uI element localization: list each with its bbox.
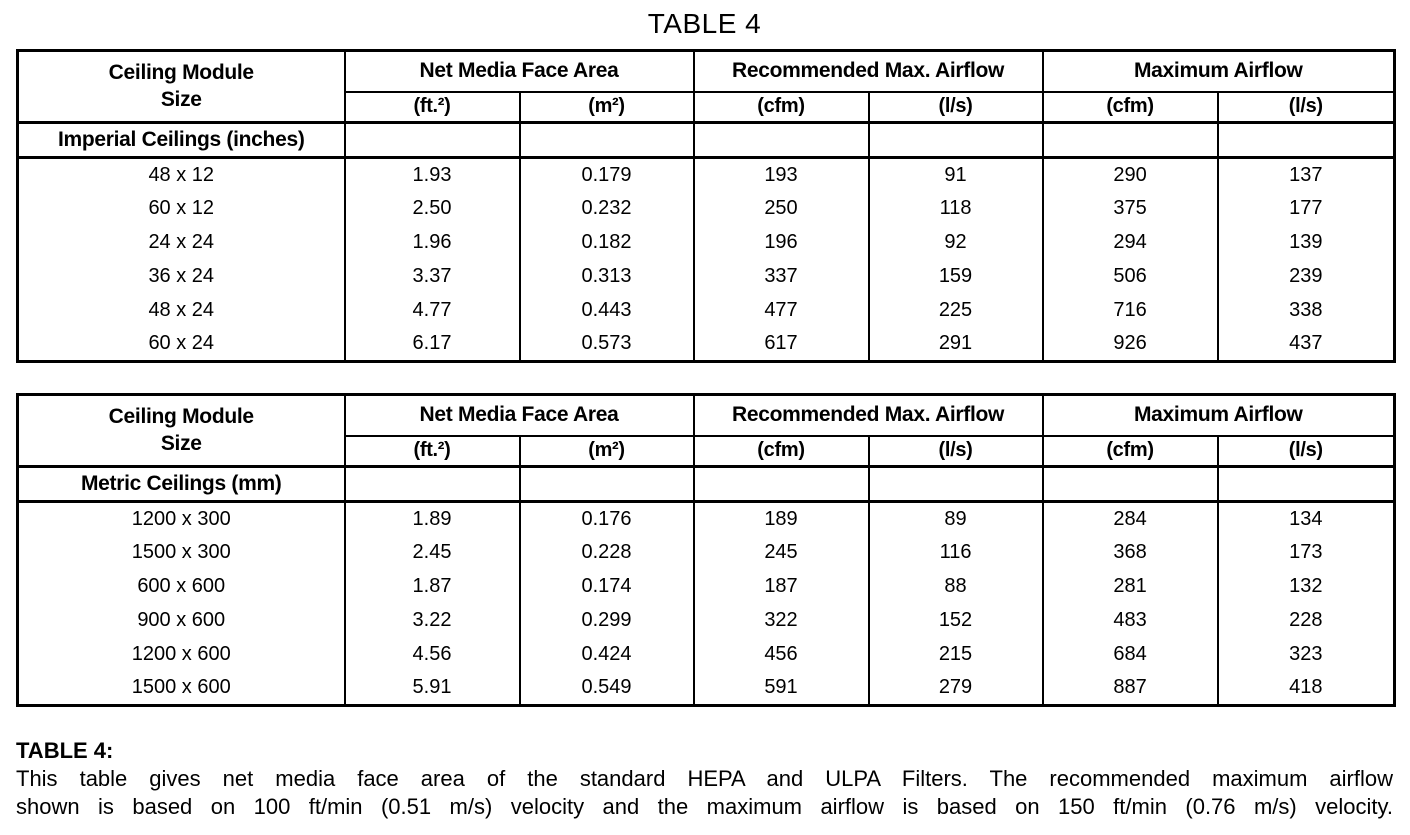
value-cell: 228 bbox=[1218, 604, 1395, 638]
size-cell: 1500 x 300 bbox=[18, 536, 345, 570]
page-title: TABLE 4 bbox=[647, 8, 762, 39]
group-header-row bbox=[18, 395, 1395, 436]
value-cell: 591 bbox=[694, 672, 869, 706]
size-cell: 48 x 12 bbox=[18, 158, 345, 192]
value-cell: 716 bbox=[1043, 294, 1218, 328]
caption-text-line2: shown is based on 100 ft/min (0.51 m/s) velocity and the maximum airflow is based on 150 ft/min (0.76 m/s) velocity. bbox=[16, 794, 1393, 819]
value-cell: 290 bbox=[1043, 158, 1218, 192]
value-cell: 0.176 bbox=[520, 502, 694, 536]
empty-cell bbox=[520, 467, 694, 502]
value-cell: 926 bbox=[1043, 328, 1218, 362]
value-cell: 177 bbox=[1218, 192, 1395, 226]
table-row bbox=[18, 672, 1395, 706]
value-cell: 0.232 bbox=[520, 192, 694, 226]
table-caption bbox=[16, 737, 1393, 821]
corner-header bbox=[18, 395, 345, 467]
value-cell: 323 bbox=[1218, 638, 1395, 672]
section-row bbox=[18, 467, 1395, 502]
size-cell: 60 x 24 bbox=[18, 328, 345, 362]
value-cell: 0.313 bbox=[520, 260, 694, 294]
value-cell: 483 bbox=[1043, 604, 1218, 638]
value-cell: 215 bbox=[869, 638, 1043, 672]
value-cell: 684 bbox=[1043, 638, 1218, 672]
value-cell: 250 bbox=[694, 192, 869, 226]
section-label: Metric Ceilings (mm) bbox=[18, 467, 345, 502]
corner-header-line1: Ceiling Module bbox=[108, 61, 254, 85]
value-cell: 137 bbox=[1218, 158, 1395, 192]
value-cell: 294 bbox=[1043, 226, 1218, 260]
value-cell: 118 bbox=[869, 192, 1043, 226]
value-cell: 189 bbox=[694, 502, 869, 536]
value-cell: 291 bbox=[869, 328, 1043, 362]
metric-table bbox=[16, 393, 1396, 707]
group-header-recommended: Recommended Max. Airflow bbox=[694, 51, 1043, 92]
value-cell: 284 bbox=[1043, 502, 1218, 536]
value-cell: 456 bbox=[694, 638, 869, 672]
group-header-net-media: Net Media Face Area bbox=[345, 395, 694, 436]
value-cell: 0.573 bbox=[520, 328, 694, 362]
size-cell: 900 x 600 bbox=[18, 604, 345, 638]
empty-cell bbox=[345, 467, 520, 502]
value-cell: 3.22 bbox=[345, 604, 520, 638]
unit-header: (l/s) bbox=[869, 92, 1043, 123]
table-row bbox=[18, 638, 1395, 672]
size-cell: 600 x 600 bbox=[18, 570, 345, 604]
value-cell: 88 bbox=[869, 570, 1043, 604]
value-cell: 4.56 bbox=[345, 638, 520, 672]
value-cell: 6.17 bbox=[345, 328, 520, 362]
value-cell: 322 bbox=[694, 604, 869, 638]
unit-header: (cfm) bbox=[1043, 92, 1218, 123]
unit-header: (cfm) bbox=[694, 92, 869, 123]
value-cell: 116 bbox=[869, 536, 1043, 570]
group-header-recommended: Recommended Max. Airflow bbox=[694, 395, 1043, 436]
corner-header bbox=[18, 51, 345, 123]
table-row bbox=[18, 260, 1395, 294]
value-cell: 3.37 bbox=[345, 260, 520, 294]
value-cell: 196 bbox=[694, 226, 869, 260]
table-row bbox=[18, 536, 1395, 570]
value-cell: 2.45 bbox=[345, 536, 520, 570]
value-cell: 245 bbox=[694, 536, 869, 570]
unit-header: (l/s) bbox=[1218, 92, 1395, 123]
size-cell: 1200 x 600 bbox=[18, 638, 345, 672]
size-cell: 1500 x 600 bbox=[18, 672, 345, 706]
value-cell: 506 bbox=[1043, 260, 1218, 294]
empty-cell bbox=[1218, 467, 1395, 502]
table-row bbox=[18, 570, 1395, 604]
empty-cell bbox=[1043, 467, 1218, 502]
value-cell: 1.93 bbox=[345, 158, 520, 192]
empty-cell bbox=[694, 467, 869, 502]
unit-header: (ft.²) bbox=[345, 92, 520, 123]
value-cell: 2.50 bbox=[345, 192, 520, 226]
value-cell: 368 bbox=[1043, 536, 1218, 570]
unit-header: (cfm) bbox=[1043, 436, 1218, 467]
value-cell: 152 bbox=[869, 604, 1043, 638]
value-cell: 477 bbox=[694, 294, 869, 328]
value-cell: 279 bbox=[869, 672, 1043, 706]
value-cell: 89 bbox=[869, 502, 1043, 536]
size-cell: 1200 x 300 bbox=[18, 502, 345, 536]
value-cell: 0.182 bbox=[520, 226, 694, 260]
value-cell: 4.77 bbox=[345, 294, 520, 328]
value-cell: 173 bbox=[1218, 536, 1395, 570]
empty-cell bbox=[869, 123, 1043, 158]
value-cell: 91 bbox=[869, 158, 1043, 192]
empty-cell bbox=[1218, 123, 1395, 158]
value-cell: 225 bbox=[869, 294, 1043, 328]
value-cell: 0.228 bbox=[520, 536, 694, 570]
value-cell: 0.549 bbox=[520, 672, 694, 706]
unit-header: (cfm) bbox=[694, 436, 869, 467]
empty-cell bbox=[1043, 123, 1218, 158]
unit-header: (m²) bbox=[520, 92, 694, 123]
group-header-maximum: Maximum Airflow bbox=[1043, 51, 1395, 92]
section-label: Imperial Ceilings (inches) bbox=[18, 123, 345, 158]
corner-header-line2: Size bbox=[160, 431, 202, 455]
table-row bbox=[18, 328, 1395, 362]
value-cell: 1.96 bbox=[345, 226, 520, 260]
size-cell: 60 x 12 bbox=[18, 192, 345, 226]
value-cell: 193 bbox=[694, 158, 869, 192]
table-row bbox=[18, 158, 1395, 192]
value-cell: 1.89 bbox=[345, 502, 520, 536]
value-cell: 617 bbox=[694, 328, 869, 362]
value-cell: 5.91 bbox=[345, 672, 520, 706]
value-cell: 0.179 bbox=[520, 158, 694, 192]
value-cell: 0.174 bbox=[520, 570, 694, 604]
table-row bbox=[18, 294, 1395, 328]
unit-header: (ft.²) bbox=[345, 436, 520, 467]
group-header-row bbox=[18, 51, 1395, 92]
size-cell: 48 x 24 bbox=[18, 294, 345, 328]
value-cell: 281 bbox=[1043, 570, 1218, 604]
size-cell: 36 x 24 bbox=[18, 260, 345, 294]
section-row bbox=[18, 123, 1395, 158]
value-cell: 134 bbox=[1218, 502, 1395, 536]
value-cell: 0.443 bbox=[520, 294, 694, 328]
group-header-net-media: Net Media Face Area bbox=[345, 51, 694, 92]
value-cell: 132 bbox=[1218, 570, 1395, 604]
caption-text-line1: This table gives net media face area of the standard HEPA and ULPA Filters. The recommended maximum airflow bbox=[16, 766, 1393, 791]
value-cell: 92 bbox=[869, 226, 1043, 260]
table-row bbox=[18, 502, 1395, 536]
value-cell: 375 bbox=[1043, 192, 1218, 226]
empty-cell bbox=[345, 123, 520, 158]
value-cell: 159 bbox=[869, 260, 1043, 294]
empty-cell bbox=[869, 467, 1043, 502]
corner-header-line2: Size bbox=[160, 87, 202, 111]
unit-header: (l/s) bbox=[869, 436, 1043, 467]
value-cell: 418 bbox=[1218, 672, 1395, 706]
value-cell: 187 bbox=[694, 570, 869, 604]
unit-header: (l/s) bbox=[1218, 436, 1395, 467]
table-row bbox=[18, 604, 1395, 638]
imperial-table bbox=[16, 49, 1396, 363]
table-row bbox=[18, 192, 1395, 226]
corner-header-line1: Ceiling Module bbox=[108, 405, 254, 429]
value-cell: 0.299 bbox=[520, 604, 694, 638]
size-cell: 24 x 24 bbox=[18, 226, 345, 260]
empty-cell bbox=[520, 123, 694, 158]
table-row bbox=[18, 226, 1395, 260]
value-cell: 338 bbox=[1218, 294, 1395, 328]
value-cell: 337 bbox=[694, 260, 869, 294]
unit-header: (m²) bbox=[520, 436, 694, 467]
value-cell: 139 bbox=[1218, 226, 1395, 260]
value-cell: 1.87 bbox=[345, 570, 520, 604]
caption-label: TABLE 4: bbox=[16, 738, 114, 763]
value-cell: 437 bbox=[1218, 328, 1395, 362]
value-cell: 239 bbox=[1218, 260, 1395, 294]
group-header-maximum: Maximum Airflow bbox=[1043, 395, 1395, 436]
value-cell: 887 bbox=[1043, 672, 1218, 706]
value-cell: 0.424 bbox=[520, 638, 694, 672]
empty-cell bbox=[694, 123, 869, 158]
